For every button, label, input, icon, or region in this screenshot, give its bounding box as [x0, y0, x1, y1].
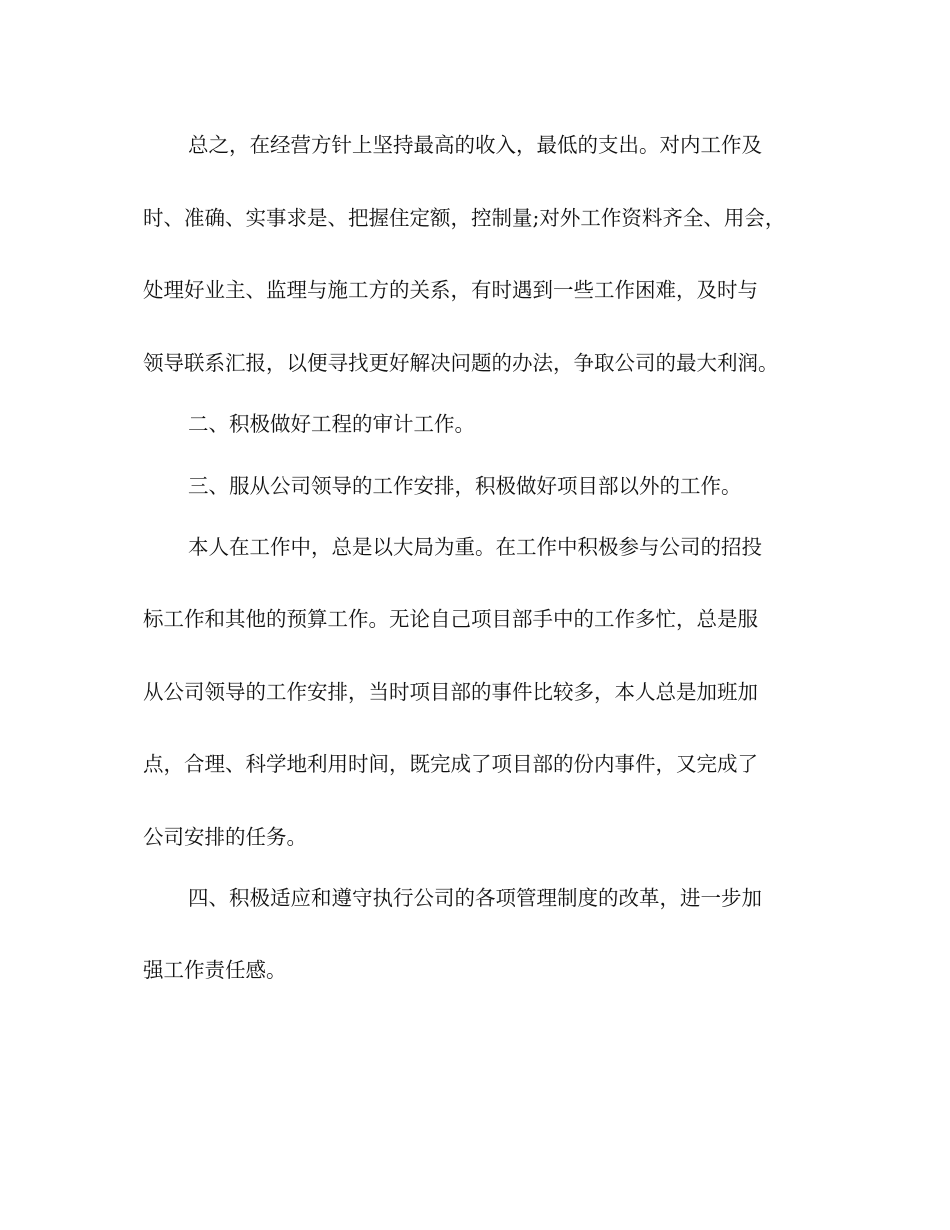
- section-heading-4-line-1: 四、积极适应和遵守执行公司的各项管理制度的改革，进一步加: [188, 886, 762, 910]
- paragraph-2-line-5: 公司安排的任务。: [143, 825, 307, 849]
- section-heading-2: 二、积极做好工程的审计工作。: [188, 412, 475, 436]
- paragraph-1-line-3: 处理好业主、监理与施工方的关系，有时遇到一些工作困难，及时与: [143, 278, 758, 302]
- paragraph-1-line-4: 领导联系汇报，以便寻找更好解决问题的办法，争取公司的最大利润。: [143, 351, 779, 375]
- paragraph-2-line-1: 本人在工作中，总是以大局为重。在工作中积极参与公司的招投: [188, 535, 762, 559]
- paragraph-2-line-3: 从公司领导的工作安排，当时项目部的事件比较多，本人总是加班加: [143, 680, 758, 704]
- paragraph-2-line-2: 标工作和其他的预算工作。无论自己项目部手中的工作多忙，总是服: [143, 607, 758, 631]
- paragraph-2-line-4: 点，合理、科学地利用时间，既完成了项目部的份内事件，又完成了: [143, 752, 758, 776]
- paragraph-1-line-2: 时、准确、实事求是、把握住定额，控制量;对外工作资料齐全、用会，: [143, 206, 786, 230]
- paragraph-1-line-1: 总之，在经营方针上坚持最高的收入，最低的支出。对内工作及: [188, 133, 762, 157]
- section-heading-4-line-2: 强工作责任感。: [143, 958, 287, 982]
- section-heading-3: 三、服从公司领导的工作安排，积极做好项目部以外的工作。: [188, 474, 742, 498]
